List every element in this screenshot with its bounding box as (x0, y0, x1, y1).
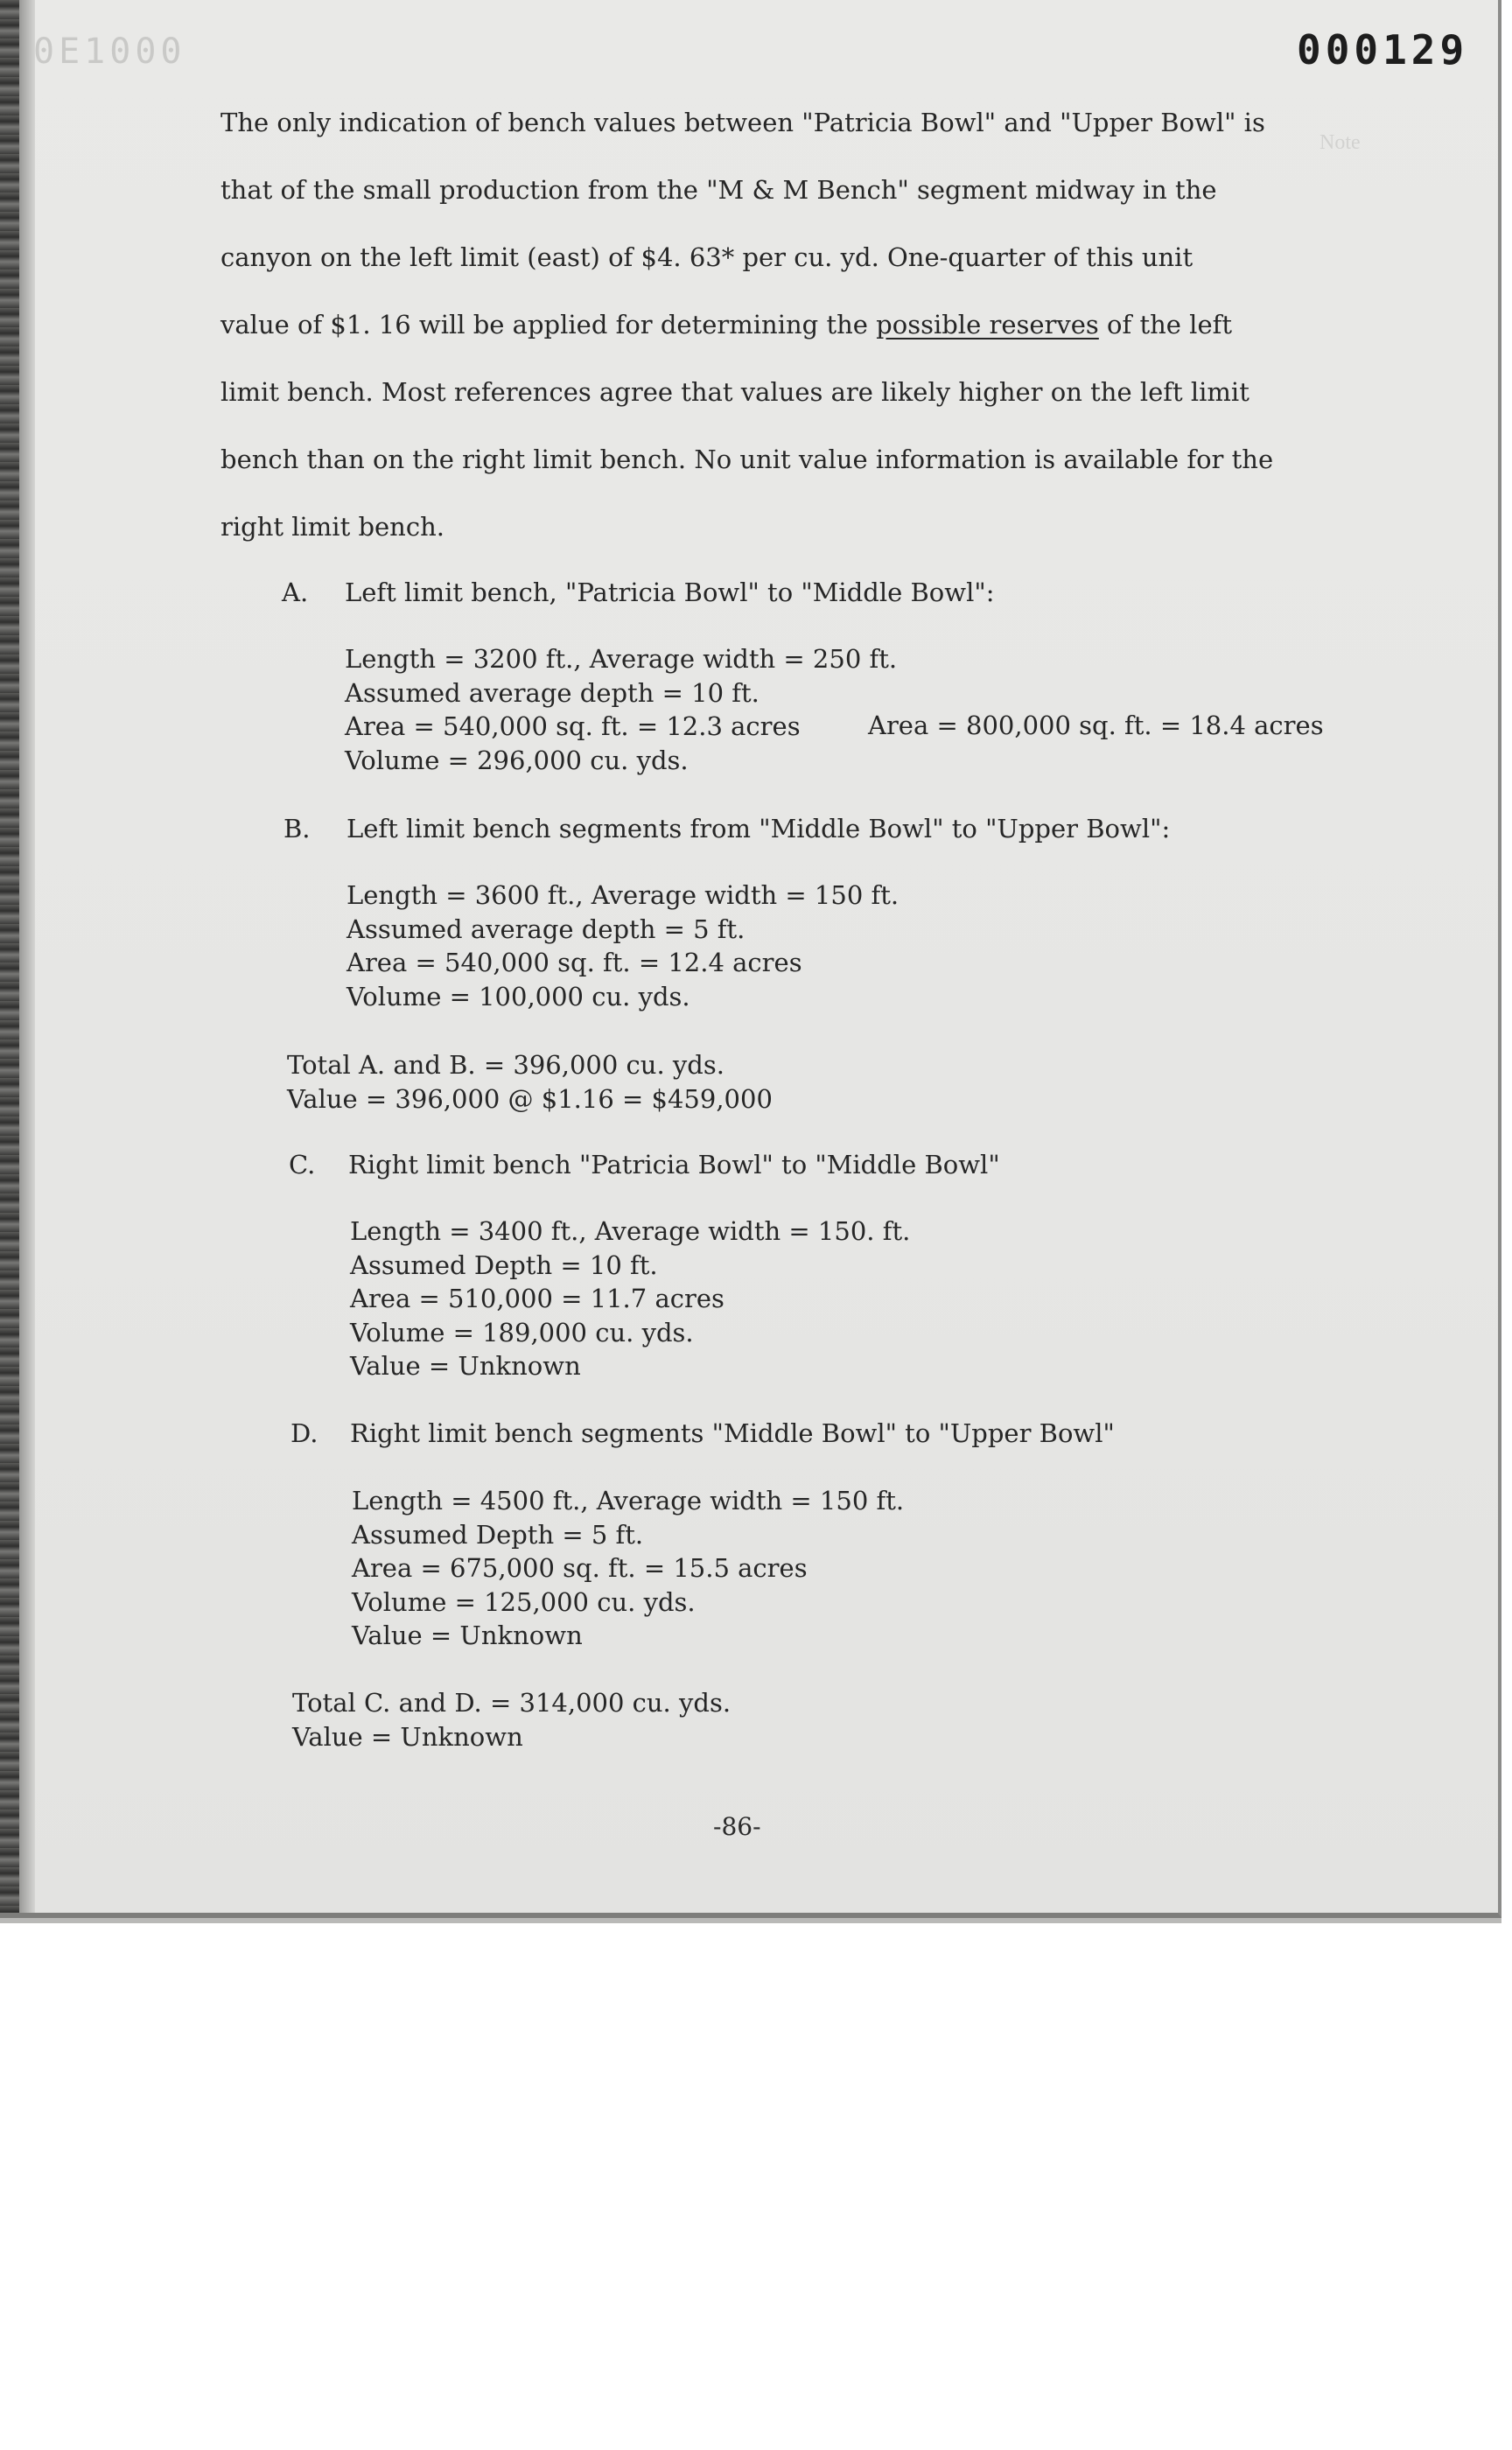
section-c-depth: Assumed Depth = 10 ft. (350, 1250, 658, 1280)
intro-line: right limit bench. (220, 512, 444, 542)
section-b-depth: Assumed average depth = 5 ft. (346, 914, 746, 944)
section-d-depth: Assumed Depth = 5 ft. (352, 1519, 644, 1550)
bleed-through-mark: Note (1320, 131, 1361, 154)
intro-line: limit bench. Most references agree that values are likely higher on the left limit (220, 377, 1250, 407)
total-a-b-value: Value = 396,000 @ $1.16 = $459,000 (287, 1083, 773, 1114)
faint-stamp-number: 0E1000 (33, 32, 186, 72)
total-a-b (287, 1048, 773, 1116)
section-d-area: Area = 675,000 sq. ft. = 15.5 acres (352, 1553, 808, 1583)
section-d-heading: Right limit bench segments "Middle Bowl" to "Upper Bowl" (350, 1418, 1115, 1448)
section-d-length: Length = 4500 ft., Average width = 150 ft. (352, 1486, 905, 1516)
section-a-details (345, 642, 897, 777)
scan-binding-edge (0, 0, 19, 1913)
section-a-area-alternate: Area = 800,000 sq. ft. = 18.4 acres (868, 710, 1324, 740)
section-a-area: Area = 540,000 sq. ft. = 12.3 acres (345, 711, 801, 741)
intro-text: value of $1. 16 will be applied for determining the (220, 310, 877, 340)
section-b-details (346, 878, 899, 1013)
intro-line: bench than on the right limit bench. No unit value information is available for the (220, 444, 1274, 474)
section-a-length: Length = 3200 ft., Average width = 250 ft. (345, 644, 898, 674)
section-a-volume: Volume = 296,000 cu. yds. (345, 745, 689, 775)
section-b-letter: B. (284, 814, 311, 844)
section-c-length: Length = 3400 ft., Average width = 150. ft. (350, 1216, 911, 1246)
section-a-letter: A. (282, 578, 309, 607)
section-d-value: Value = Unknown (352, 1620, 583, 1650)
total-c-d (292, 1686, 731, 1754)
total-c-d-volume: Total C. and D. = 314,000 cu. yds. (292, 1688, 732, 1718)
intro-line (220, 291, 1358, 359)
page-number: -86- (713, 1812, 761, 1841)
intro-paragraph (220, 89, 1358, 561)
section-c-letter: C. (289, 1150, 316, 1180)
section-d-details (352, 1484, 904, 1653)
section-c-value: Value = Unknown (350, 1351, 581, 1381)
section-c-heading: Right limit bench "Patricia Bowl" to "Middle Bowl" (348, 1150, 1000, 1180)
section-c-area: Area = 510,000 = 11.7 acres (350, 1284, 724, 1313)
section-a-heading: Left limit bench, "Patricia Bowl" to "Middle Bowl": (345, 578, 995, 607)
section-c-details (350, 1214, 910, 1383)
section-d-volume: Volume = 125,000 cu. yds. (352, 1586, 696, 1617)
section-b-heading: Left limit bench segments from "Middle Bowl" to "Upper Bowl": (346, 814, 1171, 844)
intro-line: that of the small production from the "M & M Bench" segment midway in the (220, 175, 1217, 205)
section-b-volume: Volume = 100,000 cu. yds. (346, 981, 690, 1012)
section-b-length: Length = 3600 ft., Average width = 150 ft. (346, 880, 900, 910)
scan-edge-shadow (19, 0, 35, 1913)
intro-text: of the left (1098, 310, 1232, 340)
section-c-volume: Volume = 189,000 cu. yds. (350, 1317, 694, 1348)
total-c-d-value: Value = Unknown (292, 1721, 523, 1752)
section-a-depth: Assumed average depth = 10 ft. (345, 677, 760, 708)
section-b-area: Area = 540,000 sq. ft. = 12.4 acres (346, 948, 802, 977)
intro-line: The only indication of bench values between "Patricia Bowl" and "Upper Bowl" is (220, 108, 1265, 137)
total-a-b-volume: Total A. and B. = 396,000 cu. yds. (287, 1050, 724, 1080)
document-stamp-number: 000129 (1297, 26, 1469, 74)
underlined-phrase: possible reserves (876, 310, 1099, 340)
section-d-letter: D. (290, 1418, 318, 1448)
intro-line: canyon on the left limit (east) of $4. 63* per cu. yd. One-quarter of this unit (220, 242, 1194, 272)
